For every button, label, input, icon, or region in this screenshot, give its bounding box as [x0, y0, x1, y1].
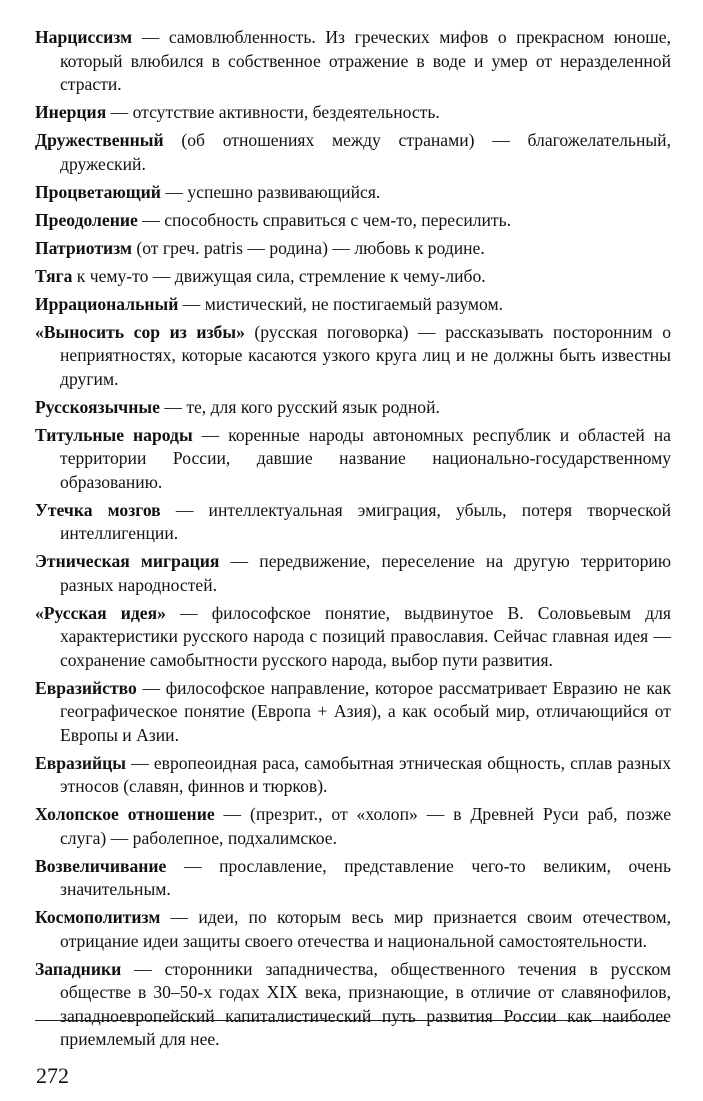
glossary-entry	[35, 293, 671, 317]
glossary-entry	[35, 752, 671, 799]
entry-term: Патриотизм	[35, 237, 132, 258]
entry-definition: — интеллектуальная эмиграция, убыль, потеря творческой интеллигенции.	[60, 499, 671, 543]
glossary-entry	[35, 209, 671, 233]
entry-term: Нарциссизм	[35, 27, 133, 47]
entry-definition: — европеоидная раса, самобытная этническая общность, сплав разных этносов (славян, финнов и тюрков).	[60, 752, 671, 796]
glossary-entry	[35, 550, 671, 597]
glossary-entries	[35, 26, 671, 1056]
entry-definition: (русская поговорка) — рассказывать посторонним о неприятностях, которые касаются узкого круга лиц и не должны быть известны другим.	[60, 321, 671, 389]
entry-term: Космополитизм	[35, 907, 161, 927]
glossary-entry	[35, 396, 671, 420]
entry-term: Утечка мозгов	[35, 499, 161, 520]
glossary-entry	[35, 906, 671, 953]
glossary-entry	[35, 237, 671, 261]
entry-definition: — способность справиться с чем-то, пересилить.	[137, 209, 512, 230]
entry-term: Процветающий	[35, 181, 161, 202]
glossary-entry	[35, 855, 671, 902]
entry-definition: — мистический, не постигаемый разумом.	[178, 293, 504, 314]
entry-definition: — сторонники западничества, общественного течения в русском обществе в 30–50-х годах XIX века, признающие, в отличие от славянофилов, западноевропейский капиталистический путь развития России как наиболее приемлемый для нее.	[60, 958, 671, 1049]
entry-term: «Выносить сор из избы»	[35, 321, 245, 342]
glossary-entry	[35, 424, 671, 495]
page-number: 272	[36, 1063, 69, 1088]
glossary-entry	[35, 181, 671, 205]
entry-term: Тяга	[35, 265, 73, 286]
glossary-entry	[35, 803, 671, 850]
footer-rule	[35, 1020, 667, 1021]
entry-term: Дружественный	[35, 130, 164, 150]
entry-definition: (об отношениях между странами) — благожелательный, дружеский.	[60, 130, 671, 174]
entry-term: Возвеличивание	[35, 855, 167, 876]
entry-term: Иррациональный	[35, 293, 179, 314]
entry-term: Евразийцы	[35, 752, 127, 773]
glossary-entry	[35, 129, 671, 176]
entry-definition: к чему-то — движущая сила, стремление к чему-либо.	[72, 265, 486, 286]
entry-term: Преодоление	[35, 209, 138, 230]
entry-definition: — те, для кого русский язык родной.	[159, 396, 440, 417]
entry-definition: — философское понятие, выдвинутое В. Соловьевым для характеристики русского народа с позиций православия. Сейчас главная идея — сохранение самобытности русского народа, выбор пути развития.	[60, 602, 671, 670]
glossary-entry	[35, 321, 671, 392]
entry-definition: — коренные народы автономных республик и областей на территории России, давшие название национально-государственному образованию.	[60, 424, 671, 492]
entry-term: «Русская идея»	[35, 602, 166, 623]
entry-definition: — прославление, представление чего-то великим, очень значительным.	[60, 855, 671, 899]
entry-definition: — передвижение, переселение на другую территорию разных народностей.	[60, 551, 671, 595]
entry-term: Русскоязычные	[35, 396, 160, 417]
entry-term: Титульные народы	[35, 424, 193, 445]
entry-term: Этническая миграция	[35, 551, 220, 571]
entry-term: Западники	[35, 958, 122, 979]
glossary-entry	[35, 101, 671, 125]
glossary-entry	[35, 677, 671, 748]
entry-definition: — (презрит., от «холоп» — в Древней Руси раб, позже слуга) — раболепное, подхалимское.	[60, 804, 672, 848]
glossary-entry	[35, 265, 671, 289]
glossary-entry	[35, 26, 671, 97]
glossary-entry	[35, 499, 671, 546]
glossary-entry	[35, 958, 671, 1052]
entry-definition: — успешно развивающийся.	[160, 181, 381, 202]
entry-definition: (от греч. patris — родина) — любовь к родине.	[131, 237, 485, 258]
glossary-entry	[35, 602, 671, 673]
entry-term: Евразийство	[35, 677, 137, 698]
entry-definition: — философское направление, которое рассматривает Евразию не как географическое понятие (Европа + Азия), а как особый мир, отличающийся от Европы и Азии.	[60, 677, 671, 745]
entry-definition: — идеи, по которым весь мир признается своим отечеством, отрицание идеи защиты своего отечества и национальной самостоятельности.	[60, 907, 671, 951]
entry-term: Холопское отношение	[35, 804, 215, 824]
entry-definition: — отсутствие активности, бездеятельность.	[106, 102, 440, 122]
entry-definition: — самовлюбленность. Из греческих мифов о прекрасном юноше, который влюбился в собственное отражение в воде и умер от неразделенной страсти.	[60, 27, 671, 94]
entry-term: Инерция	[35, 102, 107, 122]
